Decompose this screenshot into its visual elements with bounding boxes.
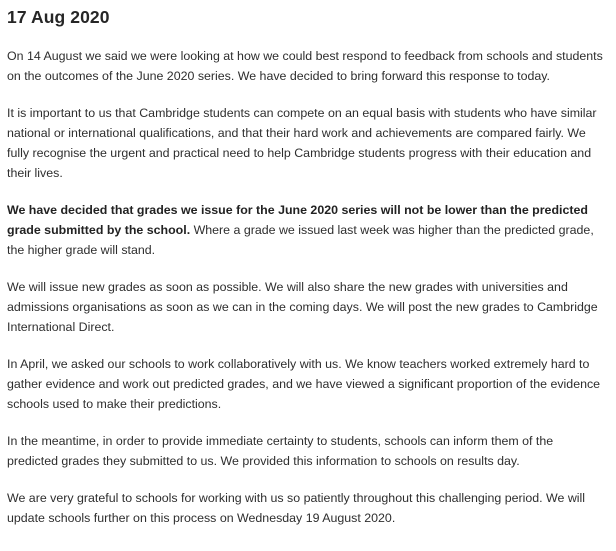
paragraph-grade-decision [7, 200, 606, 260]
paragraph-feedback-response: On 14 August we said we were looking at how we could best respond to feedback from schools and students on the outcomes of the June 2020 series. We have decided to bring forward this response to today. [7, 49, 603, 83]
grade-decision-bold-text: We have decided that grades we issue for the June 2020 series will not be lower than the predicted grade submitted by the school. [7, 203, 588, 237]
paragraph-fair-comparison: It is important to us that Cambridge students can compete on an equal basis with students who have similar national or international qualifications, and that their hard work and achievements are compared fairly. We fully recognise the urgent and practical need to help Cambridge students progress with their education and their lives. [7, 106, 597, 180]
paragraph-collaboration: In April, we asked our schools to work collaboratively with us. We know teachers worked extremely hard to gather evidence and work out predicted grades, and we have viewed a significant proportion of the evidence schools used to make their predictions. [7, 357, 601, 411]
paragraph-issue-new-grades: We will issue new grades as soon as possible. We will also share the new grades with universities and admissions organisations as soon as we can in the coming days. We will post the new grades to Cambridge International Direct. [7, 280, 598, 334]
paragraph-thanks: We are very grateful to schools for working with us so patiently throughout this challenging period. We will update schools further on this process on Wednesday 19 August 2020. [7, 491, 586, 525]
paragraph-meantime: In the meantime, in order to provide immediate certainty to students, schools can inform them of the predicted grades they submitted to us. We provided this information to schools on results day. [7, 434, 554, 468]
grade-decision-text: Where a grade we issued last week was higher than the predicted grade, the higher grade will stand. [7, 223, 594, 257]
article-date-heading: 17 Aug 2020 [7, 7, 110, 27]
